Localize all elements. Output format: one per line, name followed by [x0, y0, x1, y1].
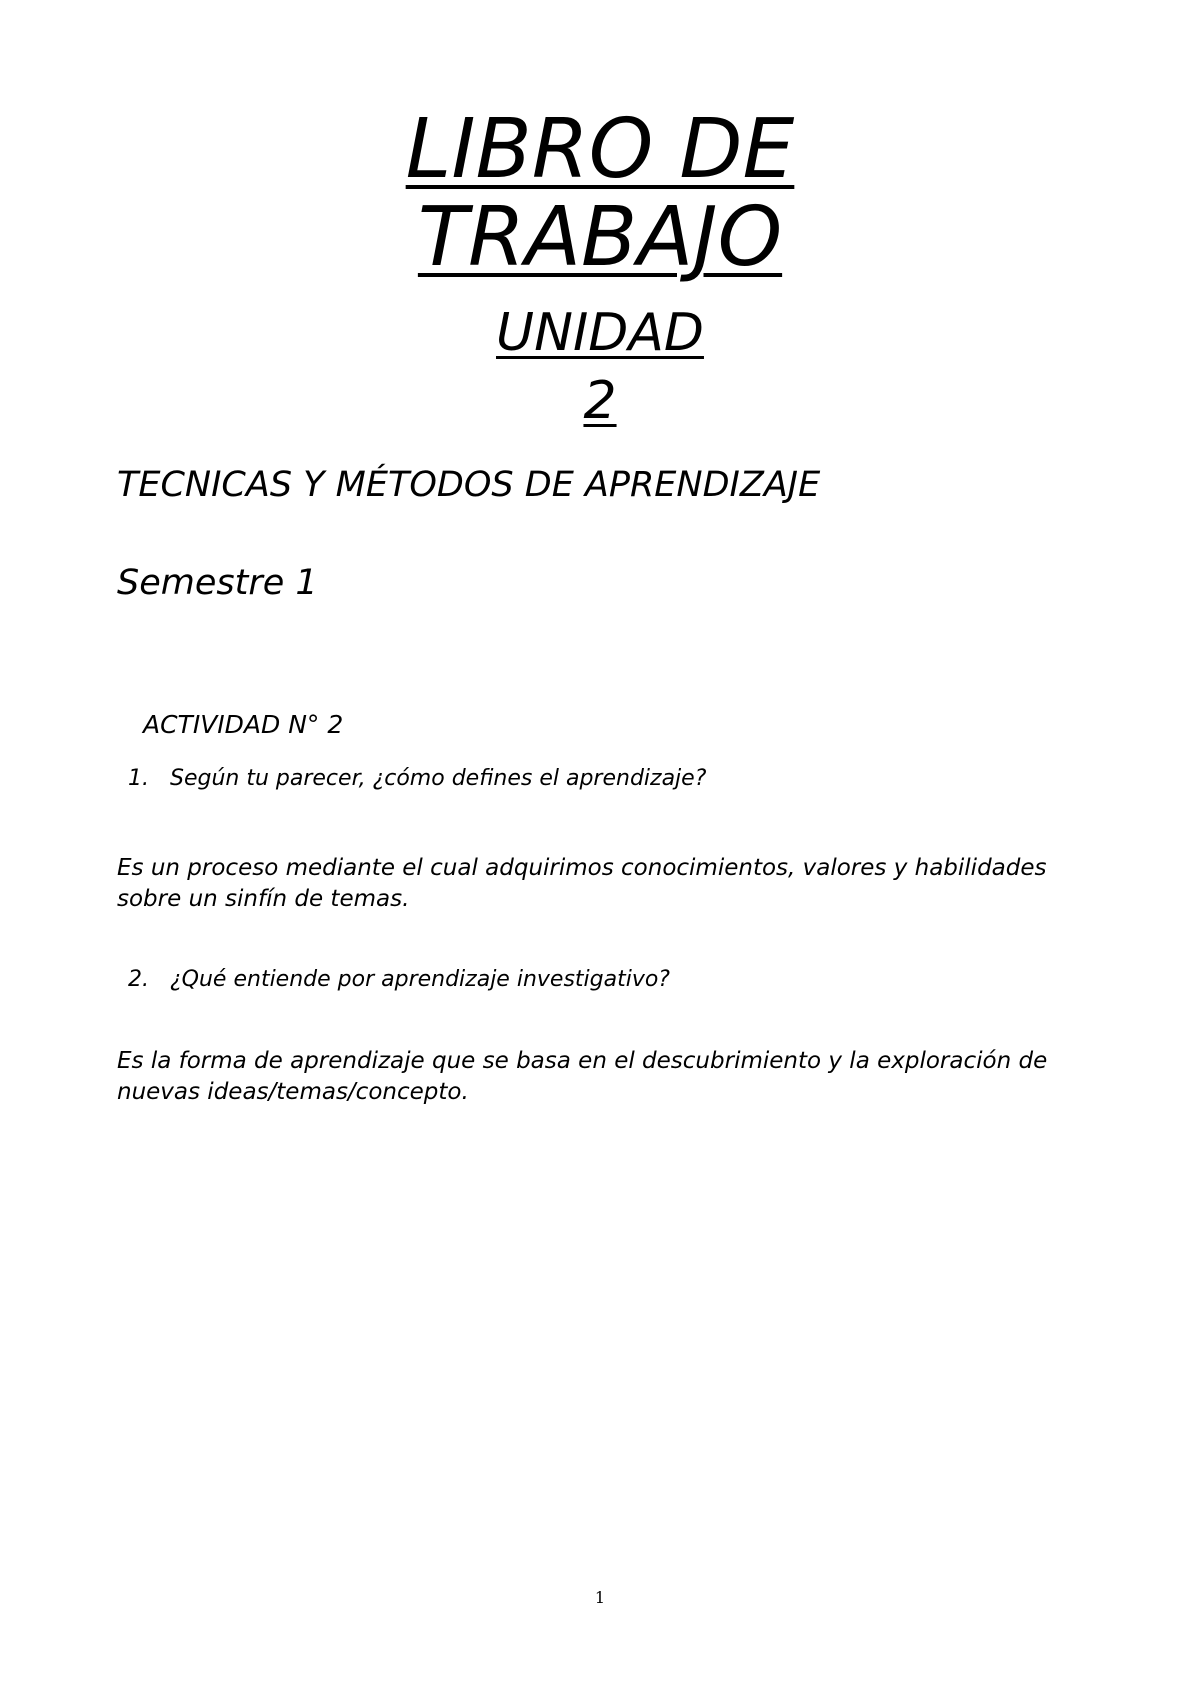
semester-label: Semestre 1 [117, 563, 318, 603]
unit-label: UNIDAD [496, 303, 704, 363]
page-number: 1 [594, 1588, 606, 1607]
question-number: 1. [128, 766, 149, 791]
question-text: Según tu parecer, ¿cómo defines el aprendizaje? [170, 766, 707, 791]
answer-text: Es la forma de aprendizaje que se basa en el descubrimiento y la exploración de nuevas ideas/temas/concepto. [117, 1048, 1048, 1105]
unit-number: 2 [583, 371, 617, 431]
question-text: ¿Qué entiende por aprendizaje investigativo? [170, 967, 670, 992]
answer-text: Es un proceso mediante el cual adquirimos conocimientos, valores y habilidades sobre un sinfín de temas. [117, 855, 1047, 912]
activity-heading: ACTIVIDAD N° 2 [143, 710, 344, 739]
title-line-2: TRABAJO [417, 190, 783, 285]
question-number: 2. [128, 967, 149, 992]
title-line-1: LIBRO DE [405, 102, 795, 197]
subject-title: TECNICAS Y MÉTODOS DE APRENDIZAJE [117, 465, 821, 505]
